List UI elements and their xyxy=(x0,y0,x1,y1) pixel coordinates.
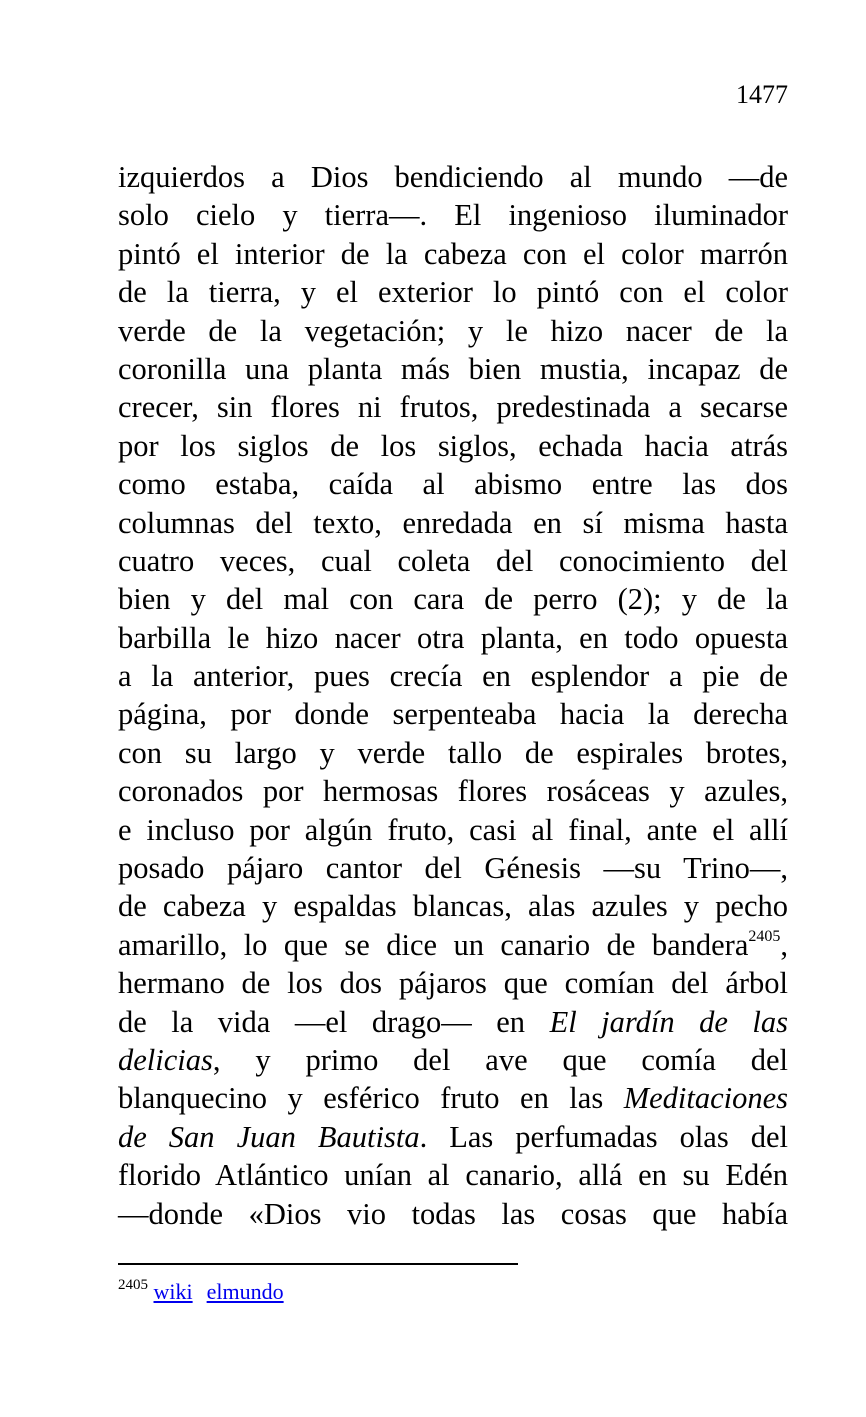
text-line: de la tierra, y el exterior lo pintó con el color xyxy=(118,275,788,310)
text-line: —donde «Dios vio todas las cosas que había xyxy=(118,1196,788,1231)
text-line: como estaba, caída al abismo entre las dos xyxy=(118,467,788,502)
text-line: bien y del mal con cara de perro (2); y de la xyxy=(118,582,788,617)
text-line: solo cielo y tierra—. El ingenioso iluminador xyxy=(118,198,788,233)
text-line: cuatro veces, cual coleta del conocimiento del xyxy=(118,543,788,578)
footnote-reference[interactable]: 2405 xyxy=(748,927,781,945)
footnote-link-elmundo[interactable]: elmundo xyxy=(206,1279,284,1304)
text-line: página, por donde serpenteaba hacia la derecha xyxy=(118,697,788,732)
italic-title: delicias xyxy=(118,1042,213,1077)
body-text xyxy=(118,158,788,1233)
text-line: blanquecino y esférico fruto en las Meditaciones xyxy=(118,1081,788,1116)
text-line: e incluso por algún fruto, casi al final, ante el allí xyxy=(118,812,788,847)
text-line: coronados por hermosas flores rosáceas y azules, xyxy=(118,774,788,809)
text-line: crecer, sin flores ni frutos, predestinada a secarse xyxy=(118,390,788,425)
footnote-number: 2405 xyxy=(118,1277,148,1293)
text-line: verde de la vegetación; y le hizo nacer de la xyxy=(118,313,788,348)
text-line: amarillo, lo que se dice un canario de bandera$^{2405}$, xyxy=(118,927,788,962)
text-line: coronilla una planta más bien mustia, incapaz de xyxy=(118,351,788,386)
text-line: columnas del texto, enredada en sí misma hasta xyxy=(118,505,788,540)
text-line: de San Juan Bautista. Las perfumadas olas del xyxy=(118,1119,788,1154)
text-line: con su largo y verde tallo de espirales brotes, xyxy=(118,735,788,770)
text-line: pintó el interior de la cabeza con el color marrón xyxy=(118,236,788,271)
text-line: a la anterior, pues crecía en esplendor a pie de xyxy=(118,659,788,694)
text-line: barbilla le hizo nacer otra planta, en todo opuesta xyxy=(118,620,788,655)
footnote xyxy=(118,1278,284,1306)
text-line: posado pájaro cantor del Génesis —su Trino—, xyxy=(118,851,788,886)
page-number: 1477 xyxy=(736,80,788,109)
italic-title: de San Juan Bautista xyxy=(118,1119,420,1154)
italic-title: El jardín de las xyxy=(549,1004,789,1039)
text-line: de la vida —el drago— en El jardín de las xyxy=(118,1004,789,1039)
text-line: por los siglos de los siglos, echada hacia atrás xyxy=(118,428,788,463)
text-line: florido Atlántico unían al canario, allá en su Edén xyxy=(118,1158,788,1193)
italic-title: Meditaciones xyxy=(623,1081,788,1116)
text-line: hermano de los dos pájaros que comían del árbol xyxy=(118,966,788,1001)
footnote-separator xyxy=(118,1263,518,1265)
footnote-link-wiki[interactable]: wiki xyxy=(153,1279,193,1304)
text-line: de cabeza y espaldas blancas, alas azules y pecho xyxy=(118,889,788,924)
text-line: izquierdos a Dios bendiciendo al mundo —de xyxy=(118,160,788,194)
text-line: delicias, y primo del ave que comía del xyxy=(118,1042,788,1077)
